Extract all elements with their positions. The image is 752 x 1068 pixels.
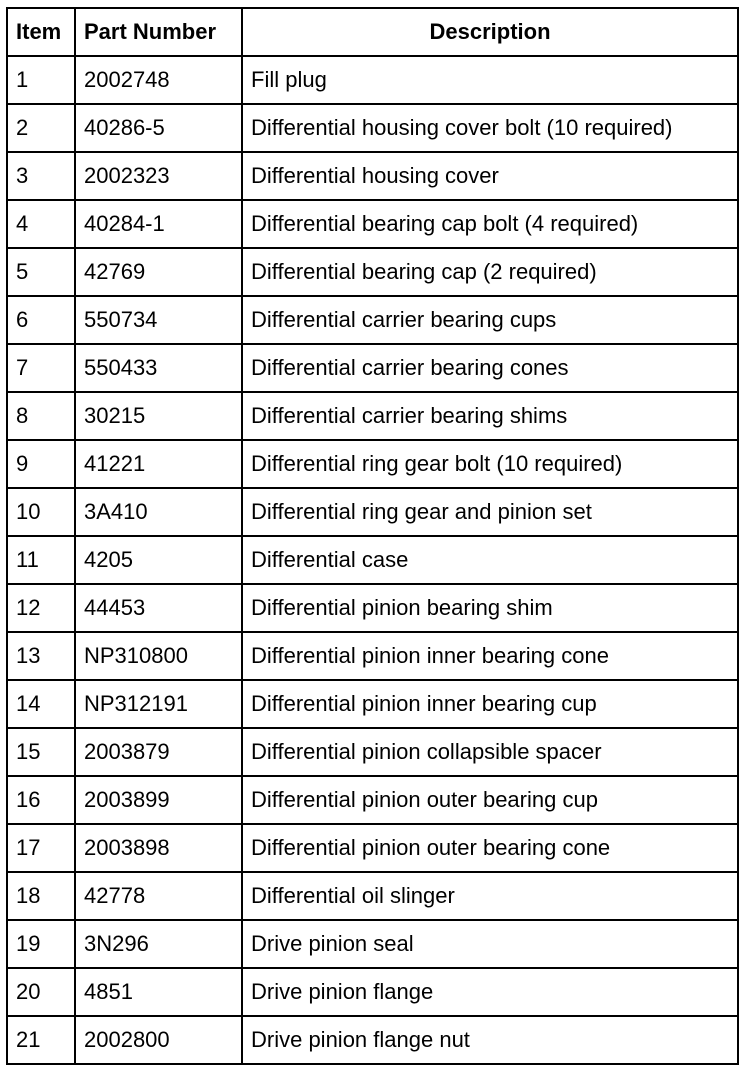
part-number-cell: 550433: [75, 344, 242, 392]
table-row: [7, 392, 738, 440]
description-cell: Differential pinion outer bearing cup: [242, 776, 738, 824]
item-cell: 18: [7, 872, 75, 920]
item-cell: 8: [7, 392, 75, 440]
description-cell: Differential bearing cap (2 required): [242, 248, 738, 296]
description-cell: Differential carrier bearing shims: [242, 392, 738, 440]
table-row: [7, 824, 738, 872]
part-number-cell: 3A410: [75, 488, 242, 536]
description-cell: Differential carrier bearing cones: [242, 344, 738, 392]
table-row: [7, 104, 738, 152]
item-cell: 9: [7, 440, 75, 488]
table-row: [7, 728, 738, 776]
part-number-cell: 2003899: [75, 776, 242, 824]
table-row: [7, 872, 738, 920]
item-cell: 10: [7, 488, 75, 536]
part-number-cell: 42769: [75, 248, 242, 296]
column-header-description: Description: [242, 8, 738, 56]
description-cell: Differential ring gear bolt (10 required): [242, 440, 738, 488]
description-cell: Differential housing cover: [242, 152, 738, 200]
part-number-cell: 44453: [75, 584, 242, 632]
part-number-cell: 2002748: [75, 56, 242, 104]
item-cell: 5: [7, 248, 75, 296]
item-cell: 4: [7, 200, 75, 248]
description-cell: Differential pinion outer bearing cone: [242, 824, 738, 872]
description-cell: Differential case: [242, 536, 738, 584]
item-cell: 19: [7, 920, 75, 968]
column-header-item: Item: [7, 8, 75, 56]
table-row: [7, 440, 738, 488]
table-row: [7, 152, 738, 200]
item-cell: 7: [7, 344, 75, 392]
table-header-row: [7, 8, 738, 56]
description-cell: Differential housing cover bolt (10 required): [242, 104, 738, 152]
part-number-cell: 3N296: [75, 920, 242, 968]
part-number-cell: 41221: [75, 440, 242, 488]
table-row: [7, 968, 738, 1016]
part-number-cell: 2002800: [75, 1016, 242, 1064]
table-row: [7, 584, 738, 632]
part-number-cell: 2003879: [75, 728, 242, 776]
part-number-cell: 4851: [75, 968, 242, 1016]
table-row: [7, 776, 738, 824]
part-number-cell: 30215: [75, 392, 242, 440]
table-row: [7, 296, 738, 344]
table-row: [7, 680, 738, 728]
description-cell: Fill plug: [242, 56, 738, 104]
table-row: [7, 56, 738, 104]
part-number-cell: 40286-5: [75, 104, 242, 152]
table-row: [7, 632, 738, 680]
item-cell: 20: [7, 968, 75, 1016]
table-row: [7, 248, 738, 296]
item-cell: 16: [7, 776, 75, 824]
description-cell: Differential pinion collapsible spacer: [242, 728, 738, 776]
part-number-cell: NP312191: [75, 680, 242, 728]
table-row: [7, 1016, 738, 1064]
part-number-cell: 2003898: [75, 824, 242, 872]
description-cell: Differential pinion inner bearing cup: [242, 680, 738, 728]
parts-table: [6, 7, 739, 1065]
item-cell: 17: [7, 824, 75, 872]
part-number-cell: 42778: [75, 872, 242, 920]
item-cell: 15: [7, 728, 75, 776]
description-cell: Differential pinion inner bearing cone: [242, 632, 738, 680]
table-row: [7, 488, 738, 536]
description-cell: Differential carrier bearing cups: [242, 296, 738, 344]
table-row: [7, 920, 738, 968]
item-cell: 3: [7, 152, 75, 200]
column-header-part-number: Part Number: [75, 8, 242, 56]
part-number-cell: 40284-1: [75, 200, 242, 248]
table-row: [7, 536, 738, 584]
item-cell: 14: [7, 680, 75, 728]
description-cell: Differential bearing cap bolt (4 required): [242, 200, 738, 248]
part-number-cell: NP310800: [75, 632, 242, 680]
item-cell: 21: [7, 1016, 75, 1064]
part-number-cell: 550734: [75, 296, 242, 344]
description-cell: Differential pinion bearing shim: [242, 584, 738, 632]
description-cell: Drive pinion flange: [242, 968, 738, 1016]
item-cell: 6: [7, 296, 75, 344]
item-cell: 12: [7, 584, 75, 632]
description-cell: Differential ring gear and pinion set: [242, 488, 738, 536]
item-cell: 1: [7, 56, 75, 104]
table-row: [7, 200, 738, 248]
item-cell: 13: [7, 632, 75, 680]
description-cell: Drive pinion flange nut: [242, 1016, 738, 1064]
item-cell: 2: [7, 104, 75, 152]
part-number-cell: 4205: [75, 536, 242, 584]
description-cell: Differential oil slinger: [242, 872, 738, 920]
part-number-cell: 2002323: [75, 152, 242, 200]
table-body: [7, 56, 738, 1064]
item-cell: 11: [7, 536, 75, 584]
description-cell: Drive pinion seal: [242, 920, 738, 968]
table-row: [7, 344, 738, 392]
